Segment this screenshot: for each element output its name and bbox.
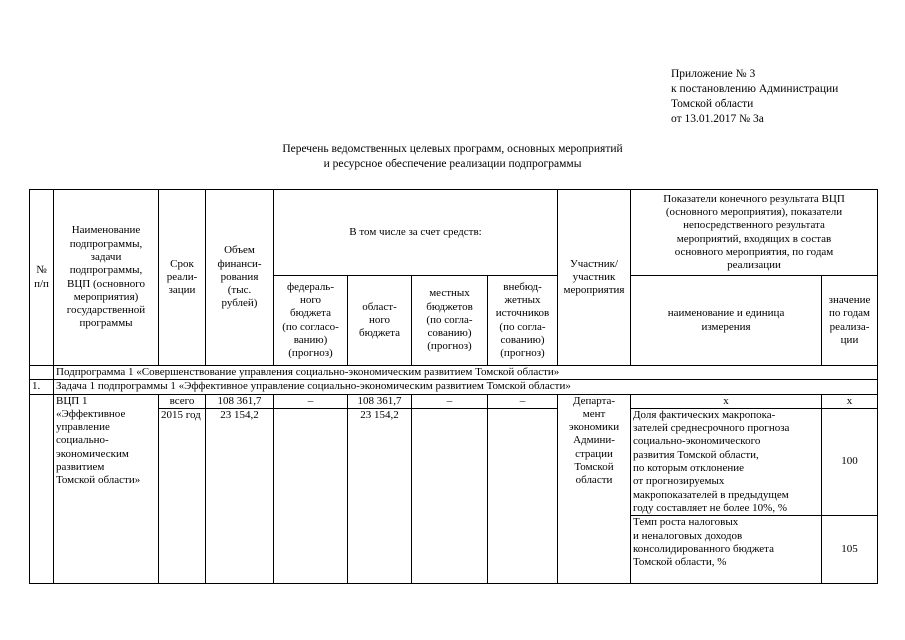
appendix-line: к постановлению Администрации [671, 83, 839, 95]
header-including: В том числе за счет средств: [274, 190, 558, 276]
vcp-year-regional: 23 154,2 [348, 408, 412, 515]
vcp-year-cont [412, 516, 488, 584]
vcp-total-extra: – [488, 394, 558, 408]
vcp-year-cont [348, 516, 412, 584]
vcp-year-cont [488, 516, 558, 584]
title-line: и ресурсное обеспечение реализации подпрограммы [323, 158, 582, 170]
vcp-year-cont [206, 516, 274, 584]
vcp-year-extra [488, 408, 558, 515]
vcp-total-volume: 108 361,7 [206, 394, 274, 408]
vcp-total-indicator-value: х [822, 394, 878, 408]
document-title [200, 142, 705, 172]
indicator-1-value: 100 [822, 408, 878, 515]
vcp-year-local [412, 408, 488, 515]
vcp-total-label: всего [159, 394, 206, 408]
header-extra: внебюд- жетных источников (по согла- сованию) (прогноз) [488, 276, 558, 366]
header-name: Наименование подпрограммы, задачи подпрограммы, ВЦП (основного мероприятия) государственной программы [54, 190, 159, 366]
vcp-year-label: 2015 год [159, 408, 206, 515]
task-num: 1. [30, 380, 54, 394]
vcp-total-federal: – [274, 394, 348, 408]
appendix-block [671, 67, 838, 127]
header-indicators: Показатели конечного результата ВЦП (основного мероприятия), показатели непосредственного результата мероприятий, входящих в состав основного мероприятия, по годам реализации [631, 190, 878, 276]
vcp-year-volume: 23 154,2 [206, 408, 274, 515]
subprogram-row [30, 366, 878, 380]
header-local: местных бюджетов (по согла- сованию) (прогноз) [412, 276, 488, 366]
header-num: № п/п [30, 190, 54, 366]
vcp-total-regional: 108 361,7 [348, 394, 412, 408]
header-indicator-name: наименование и единица измерения [631, 276, 822, 366]
task-row [30, 380, 878, 394]
header-indicator-value: значение по годам реализа- ции [822, 276, 878, 366]
header-row [30, 190, 878, 276]
vcp-total-indicator-name: х [631, 394, 822, 408]
header-participant: Участник/ участник мероприятия [558, 190, 631, 366]
vcp-participant: Департа- мент экономики Админи- страции Томской области [558, 394, 631, 584]
indicator-2-value: 105 [822, 516, 878, 584]
appendix-line: Приложение № 3 [671, 68, 756, 80]
vcp-year-federal [274, 408, 348, 515]
indicator-1-name: Доля фактических макропока- зателей среднесрочного прогноза социально-экономического развития Томской области, по которым отклонение от прогнозируемых макропоказателей в предыдущем году составляет не более 10%, % [631, 408, 822, 515]
header-term: Срок реали- зации [159, 190, 206, 366]
vcp-num [30, 394, 54, 584]
title-line: Перечень ведомственных целевых программ, основных мероприятий [282, 143, 623, 155]
subprogram-title: Подпрограмма 1 «Совершенствование управления социально-экономическим развитием Томской области» [54, 366, 878, 380]
appendix-line: от 13.01.2017 № 3а [671, 113, 764, 125]
program-table [29, 189, 878, 584]
vcp-year-cont [159, 516, 206, 584]
header-volume: Объем финанси- рования (тыс. рублей) [206, 190, 274, 366]
indicator-2-name: Темп роста налоговых и неналоговых доходов консолидированного бюджета Томской области, % [631, 516, 822, 584]
subprogram-num [30, 366, 54, 380]
appendix-line: Томской области [671, 98, 754, 110]
header-regional: област- ного бюджета [348, 276, 412, 366]
header-federal: федераль- ного бюджета (по согласо- ванию) (прогноз) [274, 276, 348, 366]
vcp-name: ВЦП 1 «Эффективное управление социально- экономическим развитием Томской области» [54, 394, 159, 584]
vcp-total-local: – [412, 394, 488, 408]
task-title: Задача 1 подпрограммы 1 «Эффективное управление социально-экономическим развитием Томской области» [54, 380, 878, 394]
vcp-total-row [30, 394, 878, 408]
vcp-year-cont [274, 516, 348, 584]
